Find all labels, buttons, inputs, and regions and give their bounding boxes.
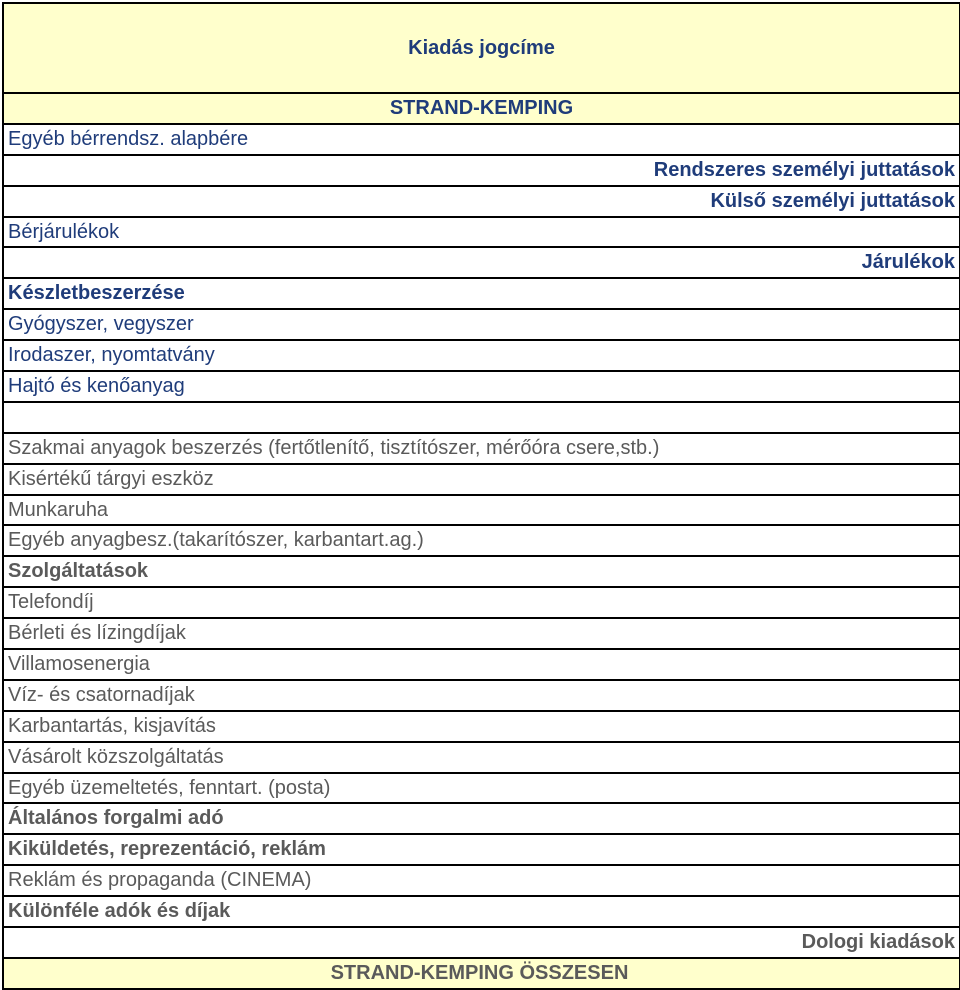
row-label: Járulékok xyxy=(861,251,955,274)
row-label: Villamosenergia xyxy=(8,653,150,676)
table-row[interactable] xyxy=(4,619,959,650)
header-strand: STRAND-KEMPING xyxy=(389,97,574,119)
row-label: Dologi kiadások xyxy=(801,931,955,954)
table-row[interactable] xyxy=(4,712,959,743)
header-strand-cell[interactable] xyxy=(4,94,959,125)
table-row[interactable] xyxy=(4,125,959,156)
row-label: Bérleti és lízingdíjak xyxy=(8,622,186,645)
table-row[interactable] xyxy=(4,774,959,805)
table-row[interactable] xyxy=(4,866,959,897)
header-title: Kiadás jogcíme xyxy=(408,37,555,59)
row-label: Víz- és csatornadíjak xyxy=(8,683,195,706)
row-label: Telefondíj xyxy=(8,591,94,614)
total-label: STRAND-KEMPING ÖSSZESEN xyxy=(330,961,629,984)
table-row[interactable] xyxy=(4,465,959,496)
table-row[interactable] xyxy=(4,650,959,681)
row-label: Kisértékű tárgyi eszköz xyxy=(8,467,214,490)
table-row[interactable] xyxy=(4,588,959,619)
table-row[interactable] xyxy=(4,526,959,557)
row-label: Egyéb bérrendsz. alapbére xyxy=(8,127,249,150)
table-row[interactable] xyxy=(4,804,959,835)
row-label: Különféle adók és díjak xyxy=(8,900,231,923)
spreadsheet xyxy=(2,2,960,990)
table-row[interactable] xyxy=(4,372,959,403)
table-row[interactable] xyxy=(4,928,959,959)
table-row[interactable] xyxy=(4,681,959,712)
row-label: Gyógyszer, vegyszer xyxy=(8,313,194,336)
table-row[interactable] xyxy=(4,835,959,866)
row-label: Szolgáltatások xyxy=(8,560,149,583)
row-label: Általános forgalmi adó xyxy=(8,807,224,830)
table-row[interactable] xyxy=(4,496,959,527)
header-title-cell[interactable] xyxy=(4,2,959,94)
table-row-empty[interactable] xyxy=(4,403,959,434)
table-row[interactable] xyxy=(4,557,959,588)
row-label: Kiküldetés, reprezentáció, reklám xyxy=(8,838,326,861)
table-row[interactable] xyxy=(4,341,959,372)
row-label: Egyéb anyagbesz.(takarítószer, karbantart.ag.) xyxy=(8,529,424,552)
row-label: Karbantartás, kisjavítás xyxy=(8,714,216,737)
table-row[interactable] xyxy=(4,743,959,774)
row-label: Egyéb üzemeltetés, fenntart. (posta) xyxy=(8,776,331,799)
table-row[interactable] xyxy=(4,248,959,279)
row-label: Szakmai anyagok beszerzés (fertőtlenítő, tisztítószer, mérőóra csere,stb.) xyxy=(8,436,660,459)
row-label: Irodaszer, nyomtatvány xyxy=(8,344,215,367)
row-label: Külső személyi juttatások xyxy=(710,189,955,212)
total-row[interactable] xyxy=(4,959,959,990)
table-row[interactable] xyxy=(4,434,959,465)
row-label: Vásárolt közszolgáltatás xyxy=(8,745,224,768)
table-row[interactable] xyxy=(4,897,959,928)
table-row[interactable] xyxy=(4,187,959,218)
row-label: Reklám és propaganda (CINEMA) xyxy=(8,869,312,892)
table-row[interactable] xyxy=(4,310,959,341)
row-label: Rendszeres személyi juttatások xyxy=(653,158,955,181)
table-row[interactable] xyxy=(4,156,959,187)
row-label: Munkaruha xyxy=(8,498,109,521)
row-label: Bérjárulékok xyxy=(8,220,120,243)
row-label: Hajtó és kenőanyag xyxy=(8,375,185,398)
table-row[interactable] xyxy=(4,218,959,249)
row-label: Készletbeszerzése xyxy=(8,282,185,305)
table-row[interactable] xyxy=(4,279,959,310)
